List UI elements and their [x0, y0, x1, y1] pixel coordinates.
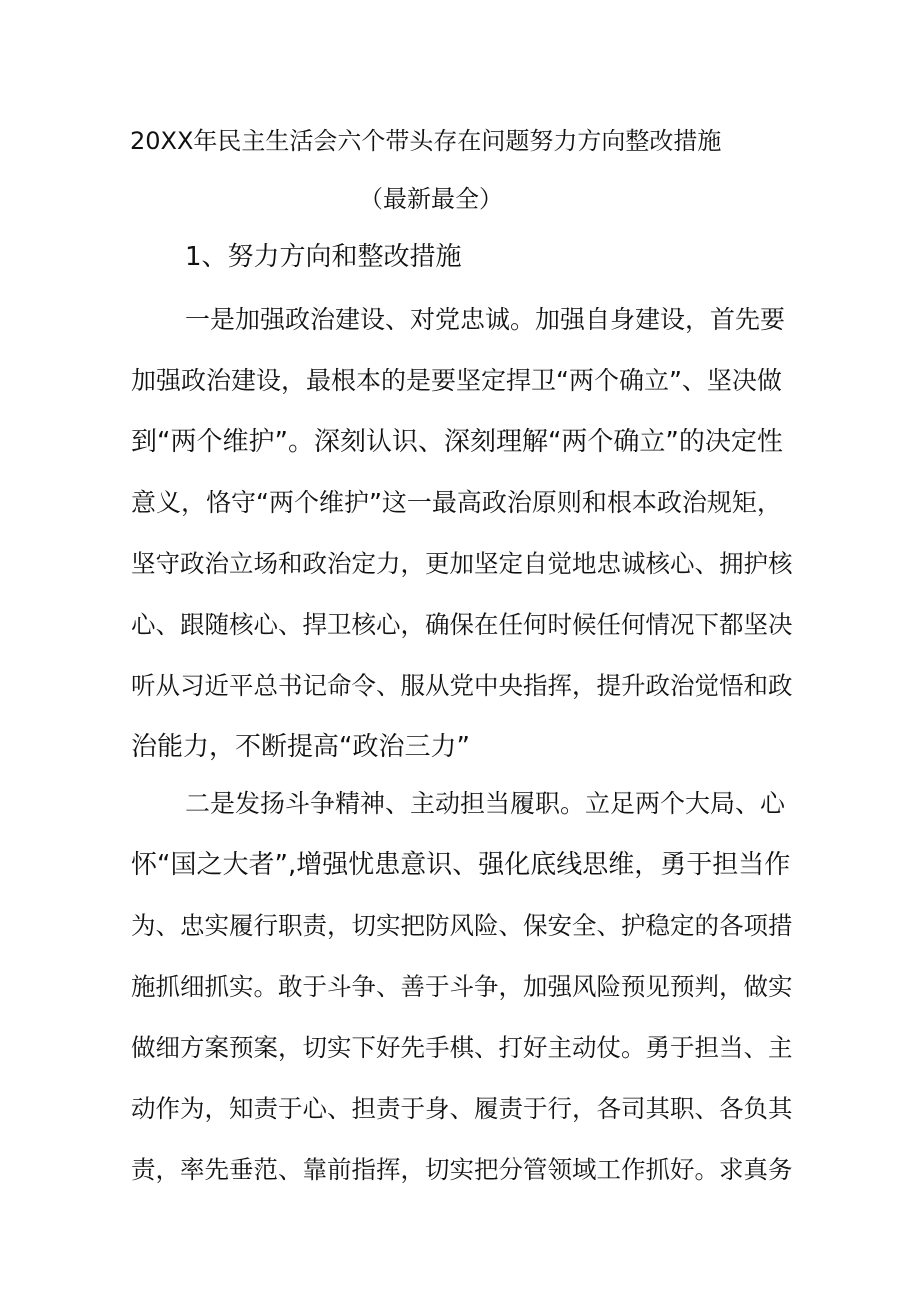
paragraph-line: 到“两个维护”。深刻认识、深刻理解“两个确立”的决定性 — [131, 427, 783, 457]
paragraph-line: 怀“国之大者”,增强忧患意识、强化底线思维，勇于担当作 — [131, 850, 791, 880]
paragraph-line: 坚守政治立场和政治定力，更加坚定自觉地忠诚核心、拥护核 — [131, 549, 793, 578]
paragraph-line: 施抓细抓实。敢于斗争、善于斗争，加强风险预见预判，做实 — [131, 972, 793, 1001]
paragraph-line: 做细方案预案，切实下好先手棋、打好主动仗。勇于担当、主 — [131, 1033, 793, 1062]
paragraph-line: 二是发扬斗争精神、主动担当履职。立足两个大局、心 — [185, 789, 786, 818]
section-heading: 1、努力方向和整改措施 — [185, 242, 462, 272]
paragraph-line: 意义，恪守“两个维护”这一最高政治原则和根本政治规矩， — [131, 488, 782, 517]
paragraph-line: 为、忠实履行职责，切实把防风险、保安全、护稳定的各项措 — [131, 911, 793, 940]
paragraph-fighting-spirit — [131, 786, 792, 1213]
paragraph-line: 一是加强政治建设、对党忠诚。加强自身建设，首先要 — [185, 305, 786, 334]
paragraph-line: 听从习近平总书记命令、服从党中央指挥，提升政治觉悟和政 — [131, 671, 793, 700]
document-subtitle: （最新最全） — [359, 185, 503, 213]
paragraph-line: 动作为，知责于心、担责于身、履责于行，各司其职、各负其 — [131, 1094, 793, 1123]
paragraph-line: 责，率先垂范、靠前指挥，切实把分管领域工作抓好。求真务 — [131, 1155, 793, 1184]
paragraph-line: 心、跟随核心、捍卫核心，确保在任何时候任何情况下都坚决 — [131, 610, 793, 639]
paragraph-line: 治能力，不断提高“政治三力” — [131, 732, 470, 762]
document-title: 20XX年民主生活会六个带头存在问题努力方向整改措施 — [130, 127, 722, 155]
paragraph-political-building — [131, 302, 792, 790]
paragraph-line: 加强政治建设，最根本的是要坚定捍卫“两个确立”、坚决做 — [131, 366, 782, 395]
